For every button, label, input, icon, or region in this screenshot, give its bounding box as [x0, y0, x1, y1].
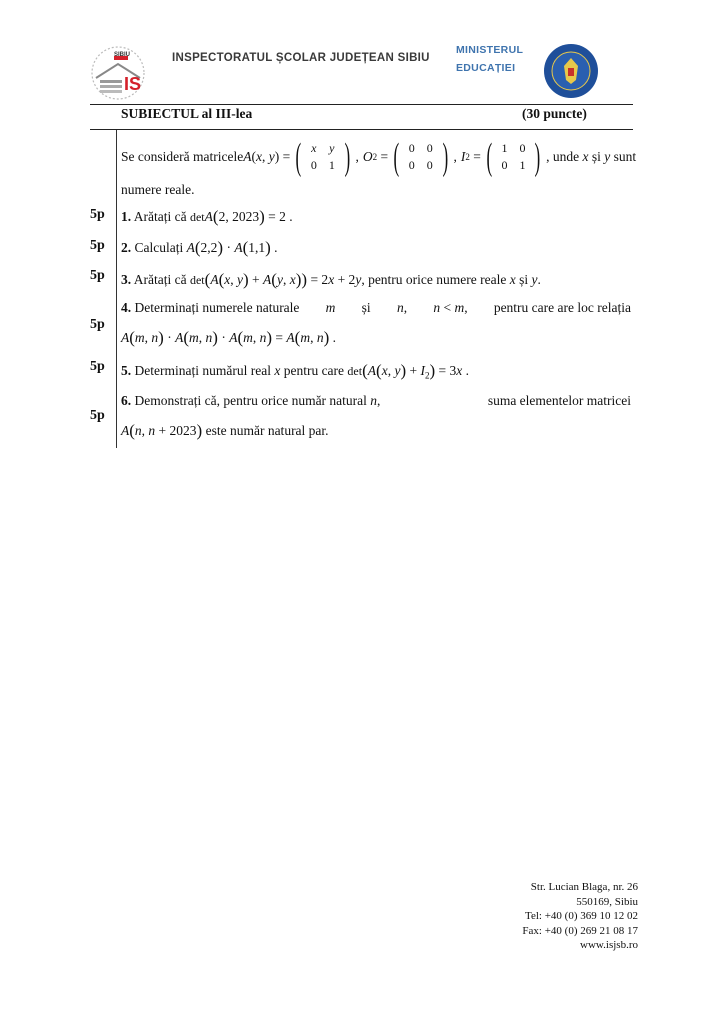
intro-suffix-sunt: sunt [613, 149, 637, 164]
item-number: 5. [121, 363, 132, 378]
intro-prefix: Se consideră matricele [121, 149, 244, 164]
matrix-O2: ( 0 0 0 0 ) [393, 136, 448, 178]
item-tail: , pentru orice numere reale [361, 272, 507, 287]
matrix-I2-cell: 0 [501, 158, 508, 172]
item-text: Determinați numărul real [134, 363, 271, 378]
item-6-line1: 6. Demonstrați că, pentru orice număr natural n, suma elementelor matricei [121, 393, 631, 408]
ministry-line2: EDUCAȚIEI [456, 62, 516, 74]
item-text: Arătați că [133, 272, 187, 287]
intro-line: Se consideră matricele A ( x , y ) = ( x y 0 1 ) , O 2 = ( 0 0 0 0 ) , I 2 = ( 1 0 0 1 ) , unde x și y sunt [121, 136, 637, 178]
item-text: Determinați numerele naturale [134, 300, 300, 315]
matrix-O2-cell: 0 [426, 158, 433, 172]
government-seal [542, 42, 600, 100]
matrix-A-cell: 1 [328, 158, 335, 172]
subject-points: (30 puncte) [522, 106, 587, 121]
table-top-border [90, 129, 633, 130]
item-3: 3. Arătați că det(A(x, y) + A(y, x)) = 2x + 2y, pentru orice numere reale x și y. [121, 270, 541, 289]
item-points: 5p [90, 268, 105, 283]
matrix-A-cell: 0 [310, 158, 317, 172]
item-points: 5p [90, 238, 105, 253]
footer-fax: Fax: +40 (0) 269 21 08 17 [522, 924, 638, 937]
item-number: 6. [121, 393, 132, 408]
item-6-line2: A(n, n + 2023) este număr natural par. [121, 421, 329, 440]
item-number: 3. [121, 272, 132, 287]
item-points: 5p [90, 359, 105, 374]
matrix-A: ( x y 0 1 ) [295, 136, 351, 178]
item-points: 5p [90, 207, 105, 222]
matrix-I2-cell: 1 [501, 141, 508, 155]
item-mid: și [361, 300, 371, 315]
matrix-I2: ( 1 0 0 1 ) [486, 136, 541, 178]
item-number: 1. [121, 209, 132, 224]
footer-website: www.isjsb.ro [580, 939, 638, 951]
item-text: Arătați că [133, 209, 187, 224]
matrix-A-cell: y [329, 141, 335, 155]
intro-line2: numere reale. [121, 182, 195, 197]
matrix-A-definition: A ( x , y ) = ( x y 0 1 ) , O 2 = ( 0 0 0 0 ) , I 2 = ( 1 0 0 1 ) [243, 138, 546, 176]
item-number: 4. [121, 300, 132, 315]
footer-tel: Tel: +40 (0) 369 10 12 02 [525, 910, 638, 922]
matrix-O2-cell: 0 [426, 141, 433, 155]
matrix-I2-cell: 1 [519, 158, 526, 172]
institution-title: INSPECTORATUL ȘCOLAR JUDEȚEAN SIBIU [172, 52, 430, 64]
footer-address [522, 880, 638, 953]
item-text: Calculați [134, 240, 184, 255]
item-tail: este număr natural par. [205, 423, 329, 438]
header-divider [90, 104, 633, 105]
item-points: 5p [90, 317, 105, 332]
item-mid: pentru care [283, 363, 345, 378]
ministry-line1: MINISTERUL [456, 44, 524, 56]
item-4-line1: 4. Determinați numerele naturale m și n, n < m, pentru care are loc relația [121, 300, 631, 315]
item-number: 2. [121, 240, 132, 255]
intro-suffix-si: și [591, 149, 601, 164]
item-5: 5. Determinați numărul real x pentru care det(A(x, $y) + I_2) = 3x$ . [121, 361, 470, 381]
svg-text:IS: IS [124, 74, 142, 94]
isj-logo [88, 44, 148, 102]
item-mid: pentru care are loc relația [493, 300, 631, 315]
item-text: Demonstrați că, pentru orice număr natural [134, 393, 367, 408]
footer-city: 550169, Sibiu [576, 895, 638, 908]
subject-title: SUBIECTUL al III-lea [121, 106, 253, 121]
intro-suffix-unde: , unde [546, 149, 580, 164]
item-4-line2: A(m, n) · A(m, n) · A(m, n) = A(m, n) . [121, 328, 336, 347]
matrix-I2-cell: 0 [519, 141, 526, 155]
item-mid: suma elementelor matricei [487, 393, 631, 408]
item-points: 5p [90, 408, 105, 423]
footer-street: Str. Lucian Blaga, nr. 26 [530, 881, 638, 893]
item-1: 1. Arătați că detA(2, 2023) = 2 . [121, 207, 293, 226]
isj-logo-text: SIBIU [114, 52, 131, 58]
matrix-O2-cell: 0 [408, 141, 415, 155]
table-column-divider [116, 130, 117, 448]
matrix-O2-cell: 0 [408, 158, 415, 172]
matrix-A-cell: x [311, 141, 317, 155]
item-2: 2. Calculați A(2,2) · A(1,1) . [121, 238, 278, 257]
